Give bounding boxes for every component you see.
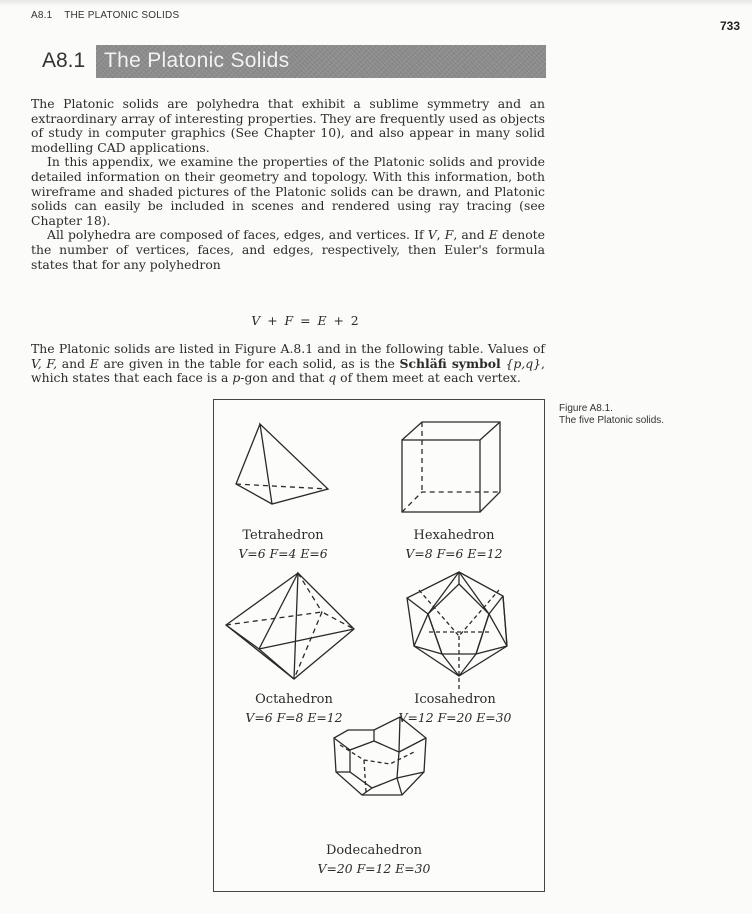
paragraph-3 bbox=[31, 228, 545, 272]
var-e: E bbox=[488, 227, 498, 243]
running-head-section: A8.1 bbox=[31, 10, 53, 21]
icosahedron-label: Icosahedron bbox=[414, 692, 496, 707]
eq-plus-2: + bbox=[333, 313, 344, 328]
var-p: p bbox=[232, 370, 241, 386]
paragraph-4-text-e: of them meet at each vertex. bbox=[336, 370, 521, 386]
caption-label: Figure A8.1. bbox=[559, 403, 613, 414]
paragraph-4-text-c: , which states that each face is a bbox=[31, 355, 545, 386]
hexahedron-label: Hexahedron bbox=[413, 528, 495, 543]
dodecahedron-drawing bbox=[334, 717, 426, 795]
octahedron-drawing bbox=[226, 573, 354, 679]
page-number: 733 bbox=[719, 19, 740, 33]
paragraph-4-text-a: The Platonic solids are listed in Figure A.8.1 and in the following table. Values of bbox=[31, 341, 545, 356]
body-text bbox=[31, 97, 545, 272]
schlafli-symbol: {p,q} bbox=[505, 355, 542, 371]
eq-f: F bbox=[284, 313, 294, 328]
paragraph-4-e: E bbox=[89, 355, 99, 371]
figure-platonic-solids bbox=[213, 399, 545, 892]
paragraph-3-sep-2: , and bbox=[453, 227, 489, 243]
eq-equals: = bbox=[300, 313, 311, 328]
hexahedron-stats: V=8 F=6 E=12 bbox=[405, 546, 503, 561]
icosahedron-drawing bbox=[407, 572, 507, 690]
paragraph-1: The Platonic solids are polyhedra that exhibit a sublime symmetry and an extraordinary array of interesting properties. They are frequently used as objects of study in computer graphics (See Chapter 10), and also appear in many solid modelling CAD applications. bbox=[31, 96, 545, 155]
tetrahedron-stats: V=6 F=4 E=6 bbox=[238, 546, 328, 561]
paragraph-3-text-b: denote the number of vertices, faces, and edges, respectively, then Euler's formula states that for any polyhedron bbox=[31, 227, 545, 272]
paragraph-4-vars: V, F, bbox=[31, 355, 58, 371]
paragraph-2: In this appendix, we examine the properties of the Platonic solids and provide detailed information on their geometry and topology. With this information, both wireframe and shaded pictures of the Platonic solids can be drawn, and Platonic solids can easily be included in scenes and rendered using ray tracing (see Chapter 18). bbox=[31, 154, 545, 228]
section-number: A8.1 bbox=[42, 49, 86, 72]
paragraph-4-text-d: -gon and that bbox=[240, 370, 329, 386]
dodecahedron-stats: V=20 F=12 E=30 bbox=[317, 861, 431, 876]
dodecahedron-label: Dodecahedron bbox=[325, 843, 423, 858]
paragraph-4 bbox=[31, 342, 545, 386]
figure-drawings bbox=[214, 400, 544, 891]
euler-formula bbox=[0, 313, 610, 328]
tetrahedron-label: Tetrahedron bbox=[242, 528, 324, 543]
octahedron-stats: V=6 F=8 E=12 bbox=[245, 710, 343, 725]
var-f: F bbox=[444, 227, 454, 243]
section-title: The Platonic Solids bbox=[104, 49, 290, 72]
hexahedron-drawing bbox=[402, 422, 500, 512]
eq-plus-1: + bbox=[267, 313, 278, 328]
tetrahedron-drawing bbox=[236, 424, 328, 504]
paragraph-3-sep-1: , bbox=[436, 227, 445, 243]
running-head-title: THE PLATONIC SOLIDS bbox=[64, 10, 180, 21]
scan-shadow bbox=[0, 0, 752, 6]
figure-caption bbox=[559, 403, 729, 427]
paragraph-4-and: and bbox=[57, 355, 90, 371]
eq-e: E bbox=[317, 313, 327, 328]
octahedron-label: Octahedron bbox=[255, 692, 333, 707]
paragraph-3-text-a: All polyhedra are composed of faces, edges, and vertices. If bbox=[47, 227, 428, 243]
caption-text: The five Platonic solids. bbox=[559, 415, 665, 426]
eq-two: 2 bbox=[350, 313, 359, 328]
var-q: q bbox=[328, 370, 337, 386]
eq-v: V bbox=[251, 313, 261, 328]
running-head bbox=[31, 10, 179, 21]
body-text-2 bbox=[31, 342, 545, 386]
schlafli-term: Schläfi symbol bbox=[399, 355, 501, 371]
var-v: V bbox=[427, 227, 437, 243]
icosahedron-stats: V=12 F=20 E=30 bbox=[398, 710, 512, 725]
paragraph-4-text-b: are given in the table for each solid, as is the bbox=[98, 355, 400, 371]
section-title-bar bbox=[96, 45, 546, 78]
